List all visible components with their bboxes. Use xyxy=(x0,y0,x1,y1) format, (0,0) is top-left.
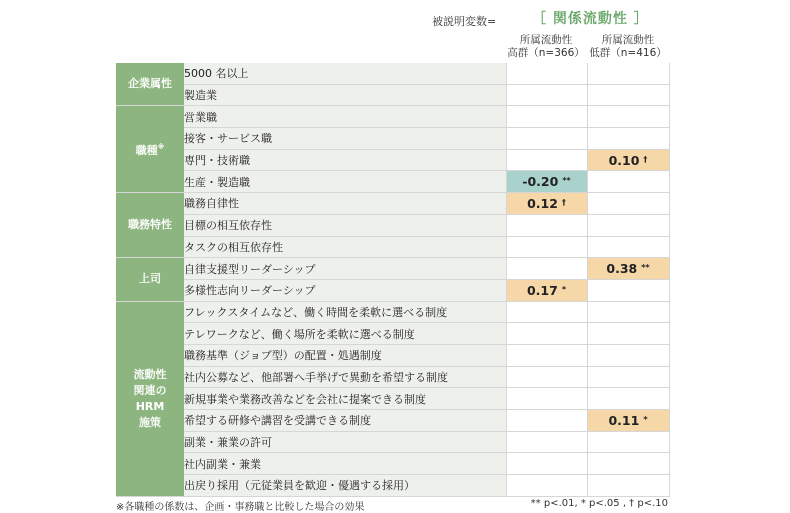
coef-cell-low xyxy=(587,149,669,171)
column-header-high-line2: 高群（n=366） xyxy=(507,47,585,59)
header xyxy=(0,6,790,34)
coef-cell-high xyxy=(506,279,587,301)
item-label: 副業・兼業の許可 xyxy=(184,431,506,453)
table-row xyxy=(116,63,669,84)
coef-value: -0.20 xyxy=(522,174,559,190)
coef-cell-low xyxy=(587,236,669,258)
item-label: 生産・製造職 xyxy=(184,171,506,193)
table-row xyxy=(116,193,669,215)
coef-cell-low xyxy=(587,279,669,301)
category-footnote-mark: ※ xyxy=(157,143,165,152)
coef-cell-low xyxy=(587,410,669,432)
coef-cell-high xyxy=(506,431,587,453)
coef-cell-high xyxy=(506,258,587,280)
coef-cell-high xyxy=(506,236,587,258)
table-row xyxy=(116,84,669,106)
item-label: タスクの相互依存性 xyxy=(184,236,506,258)
coef-value: 0.11 xyxy=(608,412,640,428)
significance-mark: ** xyxy=(641,263,650,273)
category-label: 施策 xyxy=(139,415,161,429)
category-cell xyxy=(116,106,184,193)
table-row xyxy=(116,128,669,150)
table-row xyxy=(116,388,669,410)
significance-mark: * xyxy=(643,414,648,424)
coef-cell-high xyxy=(506,301,587,323)
category-label: 企業属性 xyxy=(128,77,172,91)
coef-cell-high xyxy=(506,128,587,150)
coef-cell-low xyxy=(587,453,669,475)
coef-cell-high xyxy=(506,63,587,84)
coef-cell-high xyxy=(506,171,587,193)
coef-cell-low xyxy=(587,323,669,345)
item-label: 新規事業や業務改善などを会社に提案できる制度 xyxy=(184,388,506,410)
item-label: 接客・サービス職 xyxy=(184,128,506,150)
coef-cell-low xyxy=(587,344,669,366)
category-cell xyxy=(116,63,184,106)
item-label: テレワークなど、働く場所を柔軟に選べる制度 xyxy=(184,323,506,345)
coef-cell-high xyxy=(506,388,587,410)
coef-cell-low xyxy=(587,431,669,453)
coef-cell-high xyxy=(506,323,587,345)
category-cell xyxy=(116,301,184,496)
coef-cell-low xyxy=(587,128,669,150)
category-label: 関連の xyxy=(133,383,167,397)
table-row xyxy=(116,258,669,280)
item-label: 社内副業・兼業 xyxy=(184,453,506,475)
footnote: ※各職種の係数は、企画・事務職と比較した場合の効果 xyxy=(116,502,365,513)
item-label: 多様性志向リーダーシップ xyxy=(184,279,506,301)
table-row xyxy=(116,323,669,345)
item-label: 職務基準（ジョブ型）の配置・処遇制度 xyxy=(184,344,506,366)
column-header-high-line1: 所属流動性 xyxy=(519,34,573,46)
coef-cell-high xyxy=(506,106,587,128)
table-row xyxy=(116,214,669,236)
table-row xyxy=(116,431,669,453)
coef-cell-high xyxy=(506,453,587,475)
coef-cell-high xyxy=(506,366,587,388)
column-header-low xyxy=(587,34,669,60)
significance-legend: ** p<.01, * p<.05 , † p<.10 xyxy=(530,498,668,509)
coef-cell-low xyxy=(587,301,669,323)
category-label: 流動性 xyxy=(133,367,167,381)
coef-cell-low xyxy=(587,171,669,193)
coef-value: 0.38 xyxy=(606,261,638,277)
table-row xyxy=(116,236,669,258)
coef-cell-high xyxy=(506,149,587,171)
item-label: 社内公募など、他部署へ手挙げで異動を希望する制度 xyxy=(184,366,506,388)
coef-cell-low xyxy=(587,258,669,280)
column-header-high xyxy=(505,34,587,60)
table-row xyxy=(116,475,669,497)
item-label: 自律支援型リーダーシップ xyxy=(184,258,506,280)
table-row xyxy=(116,366,669,388)
category-cell xyxy=(116,258,184,301)
coef-cell-high xyxy=(506,84,587,106)
coef-value: 0.17 xyxy=(526,282,558,298)
category-cell xyxy=(116,193,184,258)
coef-cell-high xyxy=(506,410,587,432)
table-row xyxy=(116,301,669,323)
item-label: 専門・技術職 xyxy=(184,149,506,171)
coef-cell-low xyxy=(587,84,669,106)
item-label: 出戻り採用（元従業員を歓迎・優遇する採用） xyxy=(184,475,506,497)
dependent-variable-title: ［ 関係流動性 ］ xyxy=(532,11,649,27)
category-label: 職種※ xyxy=(135,143,165,158)
item-label: 製造業 xyxy=(184,84,506,106)
category-label: 上司 xyxy=(139,272,161,286)
item-label: 目標の相互依存性 xyxy=(184,214,506,236)
item-label: 5000 名以上 xyxy=(184,63,506,84)
category-label: HRM xyxy=(135,399,165,413)
significance-mark: ** xyxy=(562,176,571,186)
significance-mark: † xyxy=(643,154,648,164)
significance-mark: * xyxy=(561,284,567,294)
coef-cell-low xyxy=(587,366,669,388)
column-header-low-line1: 所属流動性 xyxy=(601,34,655,46)
item-label: 希望する研修や講習を受講できる制度 xyxy=(184,410,506,432)
item-label: 営業職 xyxy=(184,106,506,128)
table-row xyxy=(116,453,669,475)
coef-cell-high xyxy=(506,475,587,497)
table-row xyxy=(116,344,669,366)
results-table xyxy=(116,63,670,497)
coef-cell-low xyxy=(587,214,669,236)
column-header-low-line2: 低群（n=416） xyxy=(589,47,667,59)
coef-cell-high xyxy=(506,193,587,215)
category-label: 職務特性 xyxy=(128,218,172,232)
coef-cell-low xyxy=(587,388,669,410)
dependent-variable-label: 被説明変数= xyxy=(432,15,497,28)
item-label: 職務自律性 xyxy=(184,193,506,215)
coef-cell-low xyxy=(587,106,669,128)
coef-cell-low xyxy=(587,193,669,215)
coef-cell-low xyxy=(587,63,669,84)
table-row xyxy=(116,106,669,128)
significance-mark: † xyxy=(561,197,566,207)
coef-value: 0.10 xyxy=(608,152,640,168)
coef-cell-high xyxy=(506,214,587,236)
table-row xyxy=(116,149,669,171)
item-label: フレックスタイムなど、働く時間を柔軟に選べる制度 xyxy=(184,301,506,323)
table-row xyxy=(116,410,669,432)
coef-value: 0.12 xyxy=(527,195,558,211)
coef-cell-high xyxy=(506,344,587,366)
table-row xyxy=(116,171,669,193)
table-row xyxy=(116,279,669,301)
coef-cell-low xyxy=(587,475,669,497)
